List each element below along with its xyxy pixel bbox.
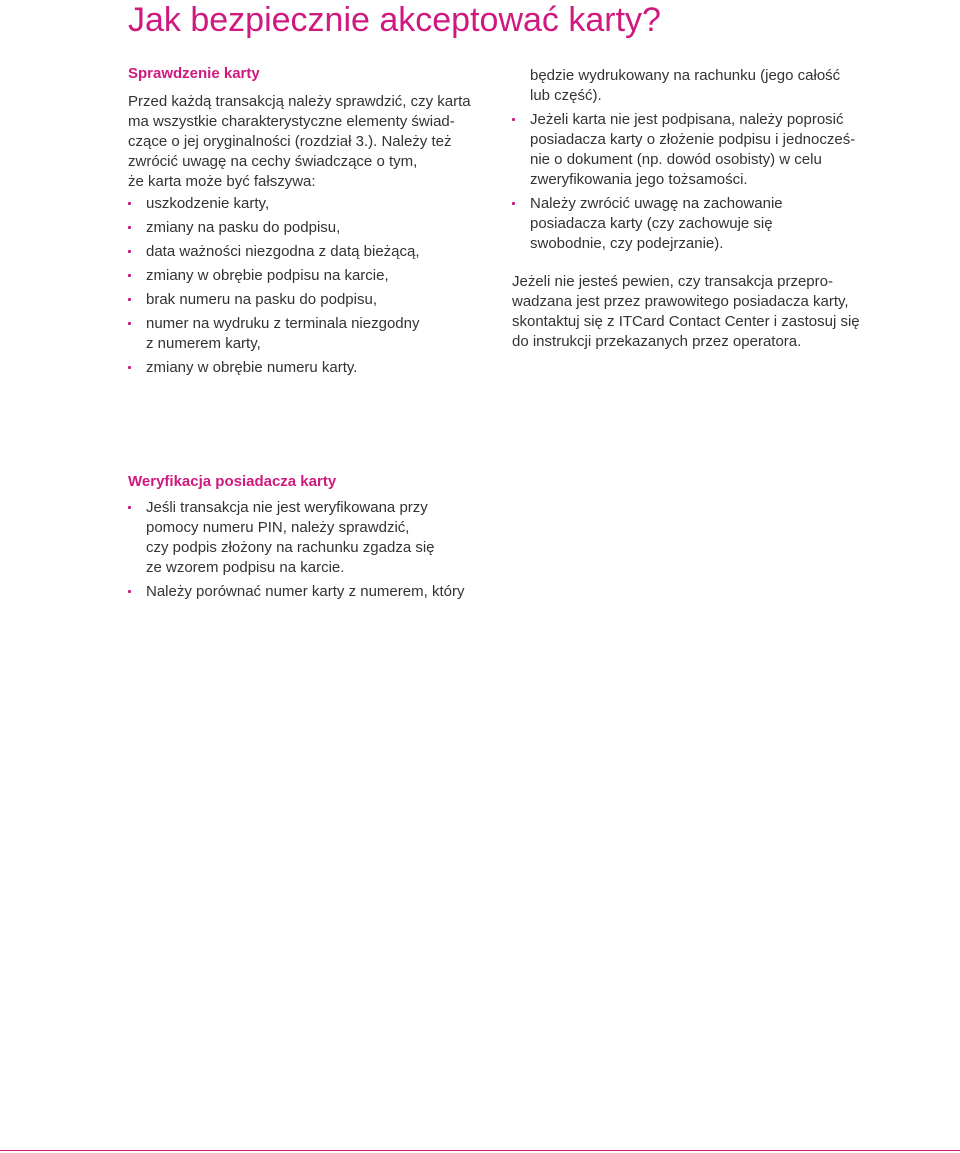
list-item: numer na wydruku z terminala niezgodny z numerem karty, — [128, 314, 488, 354]
section-heading-cardholder-verification: Weryfikacja posiadacza karty — [128, 473, 337, 490]
list-item: zmiany w obrębie podpisu na karcie, — [128, 266, 488, 286]
bullet-icon — [512, 118, 515, 121]
list-item: Jeżeli karta nie jest podpisana, należy poprosić posiadacza karty o złożenie podpisu i jednocześ- nie o dokument (np. dowód osobisty) w celu zweryfikowania jego tożsamości. — [512, 110, 892, 190]
cardholder-verification-list — [128, 498, 508, 602]
card-check-intro: Przed każdą transakcją należy sprawdzić, czy karta ma wszystkie charakterystyczne elementy świad- czące o jej oryginalności (rozdział 3.). Należy też zwrócić uwagę na cechy świadczące o tym, że karta może być fałszywa: — [128, 93, 471, 190]
list-item: Jeśli transakcja nie jest weryfikowana przy pomocy numeru PIN, należy sprawdzić, czy podpis złożony na rachunku zgadza się ze wzorem podpisu na karcie. — [128, 498, 508, 578]
right-column-paragraph: Jeżeli nie jesteś pewien, czy transakcja przepro- wadzana jest przez prawowitego posiadacza karty, skontaktuj się z ITCard Contact Center i zastosuj się do instrukcji przekazanych przez operatora. — [512, 273, 860, 350]
bottom-divider — [0, 1150, 960, 1151]
bullet-icon — [128, 298, 131, 301]
right-column-list — [512, 110, 892, 254]
list-item: Należy porównać numer karty z numerem, który — [128, 582, 508, 602]
list-item: uszkodzenie karty, — [128, 194, 488, 214]
list-item: Należy zwrócić uwagę na zachowanie posiadacza karty (czy zachowuje się swobodnie, czy podejrzanie). — [512, 194, 892, 254]
card-check-list — [128, 194, 488, 378]
section-heading-card-check: Sprawdzenie karty — [128, 65, 260, 82]
list-item: zmiany w obrębie numeru karty. — [128, 358, 488, 378]
bullet-icon — [512, 202, 515, 205]
bullet-icon — [128, 590, 131, 593]
page-title: Jak bezpiecznie akceptować karty? — [128, 1, 661, 39]
bullet-icon — [128, 366, 131, 369]
list-item: data ważności niezgodna z datą bieżącą, — [128, 242, 488, 262]
bullet-icon — [128, 202, 131, 205]
right-column-continuation: będzie wydrukowany na rachunku (jego całość lub część). — [530, 67, 841, 104]
bullet-icon — [128, 250, 131, 253]
list-item: brak numeru na pasku do podpisu, — [128, 290, 488, 310]
bullet-icon — [128, 322, 131, 325]
list-item: zmiany na pasku do podpisu, — [128, 218, 488, 238]
bullet-icon — [128, 506, 131, 509]
bullet-icon — [128, 226, 131, 229]
bullet-icon — [128, 274, 131, 277]
